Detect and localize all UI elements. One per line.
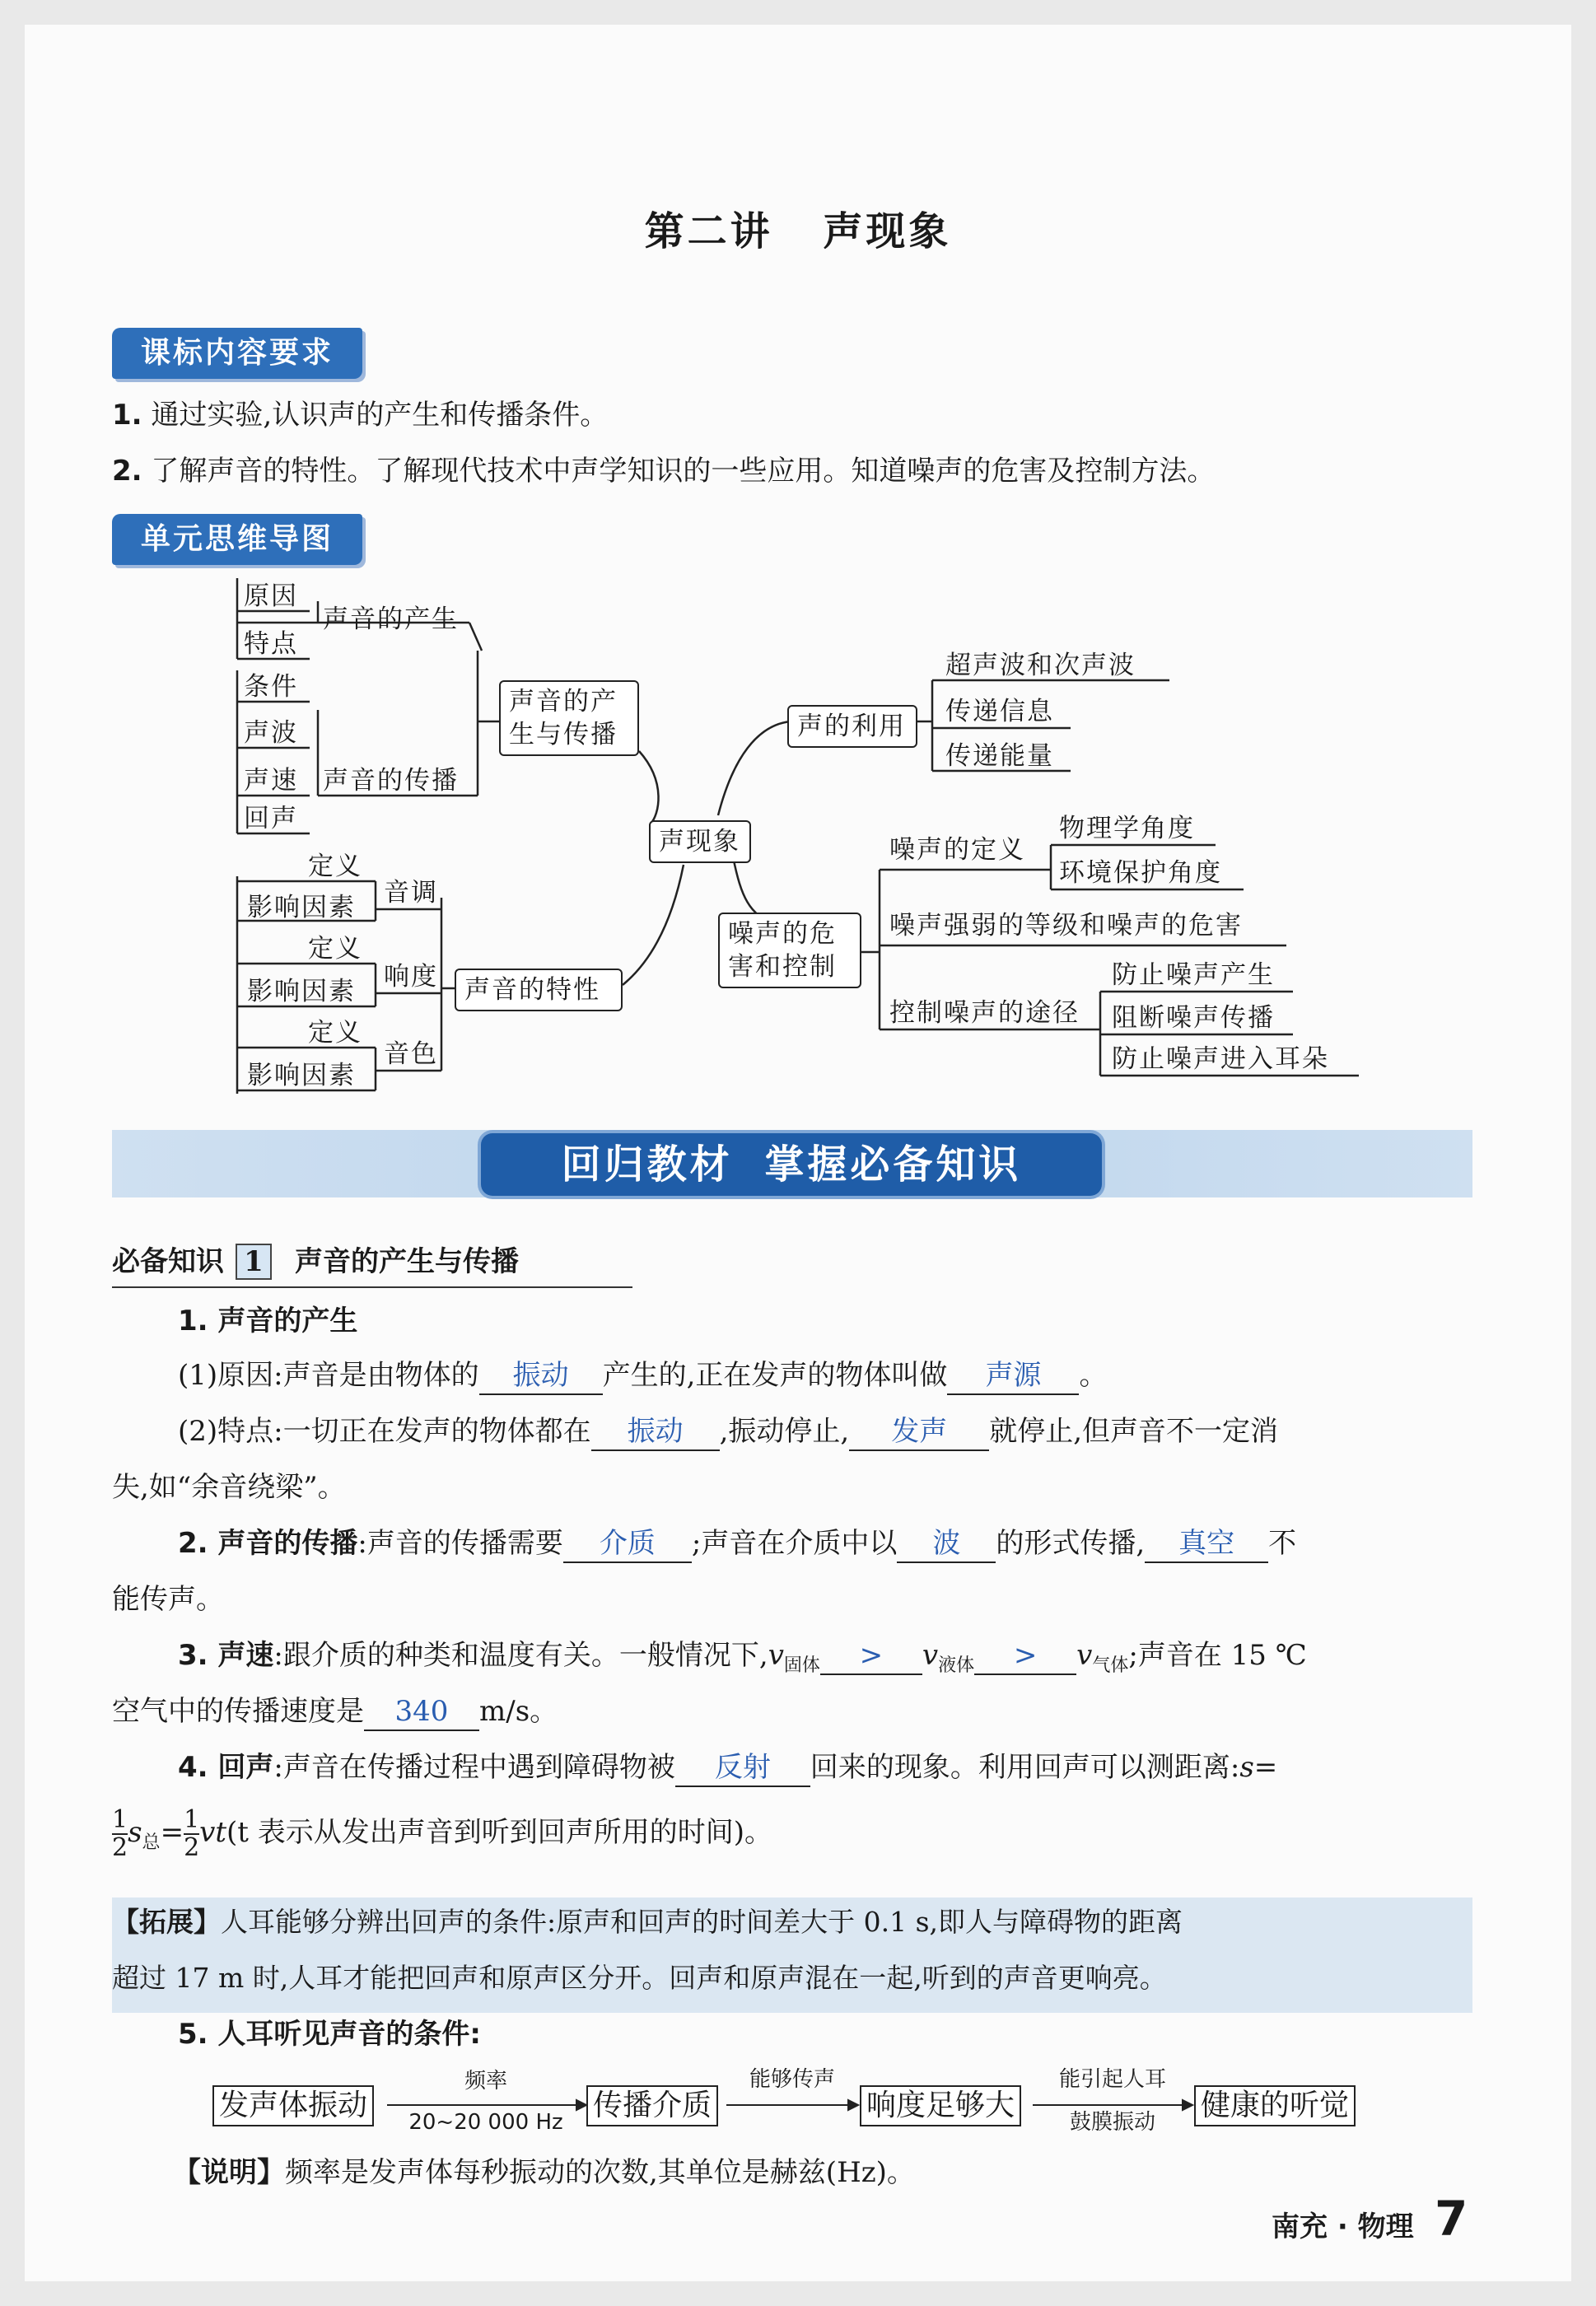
heading-speed: 3. 声速: [178, 1639, 274, 1672]
mm-box-line1: 噪声的危: [728, 919, 837, 949]
text: ;声音在 15 ℃: [1128, 1639, 1307, 1672]
heading-propagation: 2. 声音的传播: [178, 1527, 358, 1560]
badge-curriculum: 课标内容要求: [112, 328, 362, 379]
mm-loudness-factor: 影响因素: [247, 977, 356, 1006]
para-propagation-cont: 能传声。: [112, 1583, 224, 1616]
answer-blank: >: [974, 1637, 1076, 1675]
mm-box-line2: 害和控制: [728, 952, 837, 982]
mm-noise-def-physics: 物理学角度: [1059, 814, 1195, 843]
mm-timbre-factor: 影响因素: [247, 1061, 356, 1090]
text: 不: [1268, 1527, 1297, 1560]
mm-box-production-propagation: [499, 680, 639, 756]
mm-item-echo: 回声: [244, 804, 298, 833]
text: 空气中的传播速度是: [112, 1695, 364, 1728]
denominator: 2: [112, 1833, 128, 1862]
mm-noise-control-2: 阻断噪声传播: [1112, 1003, 1275, 1033]
extension-line-1: [112, 1904, 1183, 1940]
badge-mindmap: 单元思维导图: [112, 514, 362, 565]
mm-loudness: 响度: [384, 962, 438, 992]
mm-pitch-def: 定义: [308, 852, 362, 881]
var-v: v: [768, 1639, 784, 1672]
mm-item-condition: 条件: [244, 672, 298, 702]
mm-uses-item-2: 传递信息: [945, 697, 1054, 726]
item-text: 了解声音的特性。了解现代技术中声学知识的一些应用。知道噪声的危害及控制方法。: [151, 455, 1216, 488]
var-s: s: [128, 1816, 142, 1849]
flow-box-4: 健康的听觉: [1194, 2085, 1356, 2126]
para-speed-cont: [112, 1693, 558, 1731]
mm-production: 声音的产生: [323, 605, 459, 634]
para-feature: [178, 1413, 1278, 1451]
mm-box-noise: [718, 913, 861, 988]
mm-noise-control-3: 防止噪声进入耳朵: [1112, 1044, 1329, 1074]
note: [173, 2154, 915, 2191]
para-feature-cont: 失,如“余音绕梁”。: [112, 1471, 346, 1504]
var-v: v: [1076, 1639, 1093, 1672]
answer-blank: 真空: [1145, 1525, 1268, 1563]
fraction: [184, 1807, 199, 1861]
item-text: 通过实验,认识声的产生和传播条件。: [151, 399, 609, 432]
mm-pitch: 音调: [384, 878, 438, 908]
answer-blank: 波: [897, 1525, 996, 1563]
note-label: 【说明】: [173, 2156, 285, 2189]
mm-timbre-def: 定义: [308, 1018, 362, 1048]
numerator: 1: [184, 1805, 200, 1834]
heading-production: 1. 声音的产生: [178, 1305, 358, 1337]
flow-box-1: 发声体振动: [212, 2085, 374, 2126]
var-vt: vt: [199, 1816, 227, 1849]
mm-uses-item-1: 超声波和次声波: [945, 651, 1136, 680]
subscript: 固体: [783, 1655, 820, 1676]
mm-noise-levels: 噪声强弱的等级和噪声的危害: [889, 911, 1243, 941]
mm-noise-control: 控制噪声的途径: [889, 998, 1080, 1028]
heading-hearing: 5. 人耳听见声音的条件:: [178, 2018, 482, 2051]
answer-blank: 340: [364, 1693, 479, 1731]
section-underline: [112, 1286, 632, 1288]
extension-line-2: 超过 17 m 时,人耳才能把回声和原声区分开。回声和原声混在一起,听到的声音更响亮。: [112, 1962, 1167, 1994]
answer-blank: 振动: [591, 1413, 720, 1451]
banner-title: 回归教材 掌握必备知识: [481, 1133, 1102, 1196]
answer-blank: >: [820, 1637, 922, 1675]
mm-item-soundwave: 声波: [244, 718, 298, 748]
text: 人耳能够分辨出回声的条件:原声和回声的时间差大于 0.1 s,即人与障碍物的距离: [221, 1906, 1183, 1938]
flow-arrow1-bottom: 20~20 000 Hz: [408, 2110, 563, 2135]
section-number: 1: [236, 1244, 272, 1280]
subscript: 液体: [938, 1655, 975, 1676]
text: :跟介质的种类和温度有关。一般情况下,: [273, 1639, 768, 1672]
page-title: 第二讲 声现象: [644, 208, 952, 254]
text: :声音的传播需要: [357, 1527, 563, 1560]
text: 。: [1079, 1359, 1108, 1392]
mm-box-uses: 声的利用: [787, 705, 917, 748]
flow-arrow3-top: 能引起人耳: [1058, 2067, 1166, 2092]
mm-box-characteristics: 声音的特性: [455, 969, 623, 1011]
para-echo: [178, 1749, 1277, 1787]
mm-noise-def-env: 环境保护角度: [1059, 858, 1222, 888]
subscript: 气体: [1092, 1655, 1129, 1676]
para-echo-formula: [112, 1807, 772, 1861]
mm-item-cause: 原因: [244, 581, 298, 611]
text: ,振动停止,: [719, 1415, 850, 1448]
answer-blank: 声源: [947, 1357, 1079, 1395]
section-title: 声音的产生与传播: [295, 1245, 519, 1278]
numerator: 1: [112, 1805, 128, 1834]
var-v: v: [922, 1639, 939, 1672]
text: 的形式传播,: [996, 1527, 1146, 1560]
text: ;声音在介质中以: [691, 1527, 898, 1560]
text: (t 表示从发出声音到听到回声所用的时间)。: [226, 1816, 773, 1849]
denominator: 2: [184, 1833, 200, 1862]
mm-item-speed: 声速: [244, 766, 298, 796]
item-number: 2.: [112, 455, 142, 488]
mm-timbre: 音色: [384, 1039, 438, 1069]
section-header: [112, 1239, 519, 1280]
mm-pitch-factor: 影响因素: [247, 893, 356, 922]
mm-loudness-def: 定义: [308, 934, 362, 964]
answer-blank: 反射: [675, 1749, 810, 1787]
text: 就停止,但声音不一定消: [989, 1415, 1279, 1448]
subscript: 总: [142, 1832, 161, 1853]
para-cause: [178, 1357, 1107, 1395]
flow-box-2: 传播介质: [586, 2085, 718, 2126]
answer-blank: 介质: [563, 1525, 692, 1563]
formula-s: s=: [1239, 1751, 1278, 1784]
note-text: 频率是发声体每秒振动的次数,其单位是赫兹(Hz)。: [285, 2156, 915, 2189]
flow-arrow1-top: 频率: [464, 2069, 507, 2094]
page-number: 7: [1435, 2191, 1468, 2247]
curriculum-item-2: [112, 453, 1215, 489]
mm-noise-definition: 噪声的定义: [889, 835, 1025, 865]
extension-label: 【拓展】: [112, 1906, 221, 1938]
flow-arrow3-bottom: 鼓膜振动: [1069, 2110, 1155, 2135]
mm-noise-control-1: 防止噪声产生: [1112, 960, 1275, 990]
footer-label: 南充 · 物理: [1272, 2210, 1414, 2243]
item-number: 1.: [112, 399, 142, 432]
text: 回来的现象。利用回声可以测距离:: [810, 1751, 1240, 1784]
text: :声音在传播过程中遇到障碍物被: [273, 1751, 675, 1784]
mm-propagation: 声音的传播: [323, 766, 459, 796]
equals: =: [160, 1816, 184, 1849]
text: (2)特点:一切正在发声的物体都在: [178, 1415, 591, 1448]
flow-arrow2-top: 能够传声: [749, 2067, 835, 2092]
curriculum-item-1: [112, 397, 608, 433]
text: 产生的,正在发声的物体叫做: [602, 1359, 948, 1392]
mm-box-line1: 声音的产: [509, 687, 618, 717]
mm-box-line2: 生与传播: [509, 720, 618, 749]
answer-blank: 振动: [479, 1357, 603, 1395]
para-speed: [178, 1637, 1307, 1684]
mm-uses-item-3: 传递能量: [945, 741, 1054, 771]
text: m/s。: [479, 1695, 558, 1728]
mm-center: 声现象: [649, 820, 751, 863]
answer-blank: 发声: [849, 1413, 989, 1451]
heading-echo: 4. 回声: [178, 1751, 274, 1784]
fraction: [112, 1807, 128, 1861]
mm-item-feature: 特点: [244, 629, 298, 659]
section-prefix: 必备知识: [112, 1245, 224, 1278]
para-propagation: [178, 1525, 1296, 1563]
text: (1)原因:声音是由物体的: [178, 1359, 479, 1392]
flow-box-3: 响度足够大: [860, 2085, 1021, 2126]
